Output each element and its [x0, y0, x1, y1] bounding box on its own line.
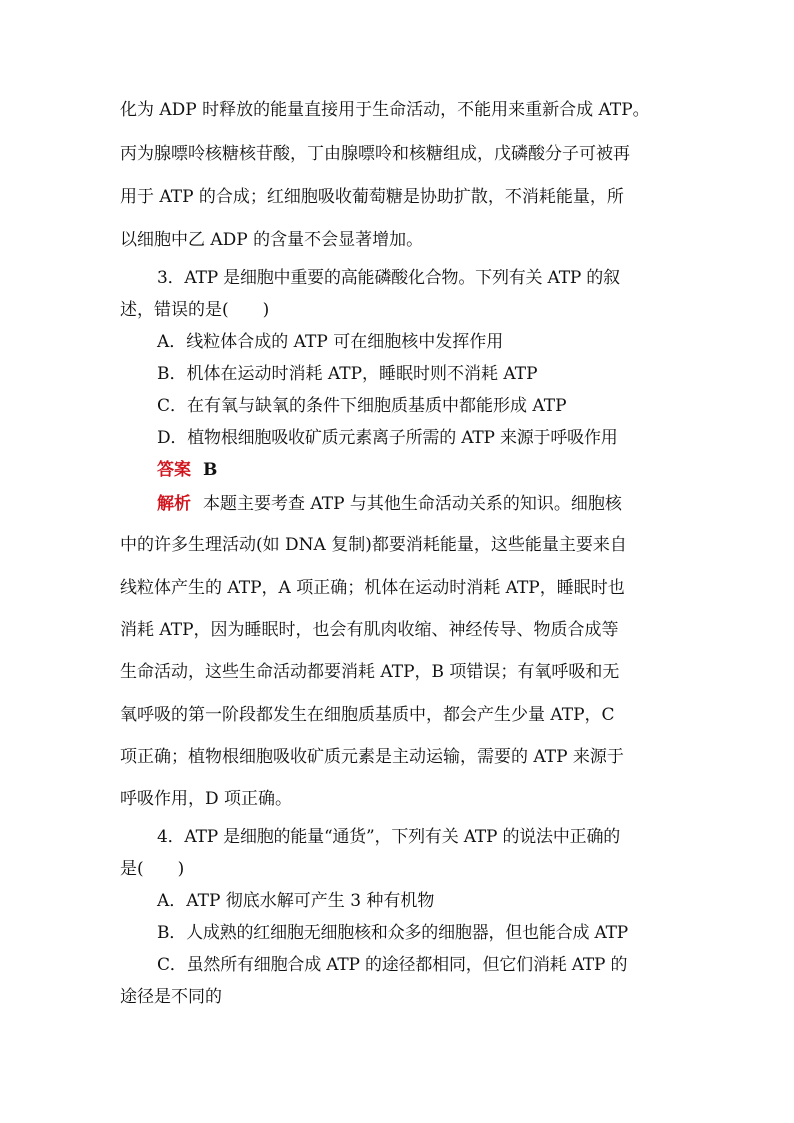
analysis-text: 本题主要考查 ATP 与其他生命活动关系的知识。细胞核 — [203, 494, 622, 514]
analysis-line: 消耗 ATP，因为睡眠时，也会有肌肉收缩、神经传导、物质合成等 — [120, 620, 619, 640]
analysis-label: 解析 — [157, 494, 191, 514]
question-3-stem-cont: 述，错误的是( ) — [120, 300, 270, 320]
analysis-line: 氧呼吸的第一阶段都发生在细胞质基质中，都会产生少量 ATP，C — [120, 705, 615, 725]
answer-label: 答案 — [157, 460, 191, 480]
analysis-line: 线粒体产生的 ATP，A 项正确；机体在运动时消耗 ATP，睡眠时也 — [120, 578, 625, 598]
question-4-option-a: A．ATP 彻底水解可产生 3 种有机物 — [157, 891, 435, 911]
question-4-stem: 4．ATP 是细胞的能量“通货”，下列有关 ATP 的说法中正确的 — [157, 827, 621, 847]
question-4-option-b: B．人成熟的红细胞无细胞核和众多的细胞器，但也能合成 ATP — [157, 923, 629, 943]
question-4-option-c: C．虽然所有细胞合成 ATP 的途径都相同，但它们消耗 ATP 的 — [157, 955, 628, 975]
analysis-first-line — [157, 492, 717, 516]
question-3-option-c: C．在有氧与缺氧的条件下细胞质基质中都能形成 ATP — [157, 396, 567, 416]
question-3-option-a: A．线粒体合成的 ATP 可在细胞核中发挥作用 — [157, 332, 504, 352]
explanation-line: 用于 ATP 的合成；红细胞吸收葡萄糖是协助扩散，不消耗能量，所 — [120, 187, 624, 207]
explanation-line: 丙为腺嘌呤核糖核苷酸，丁由腺嘌呤和核糖组成，戊磷酸分子可被再 — [120, 144, 630, 164]
question-3-stem: 3．ATP 是细胞中重要的高能磷酸化合物。下列有关 ATP 的叙 — [157, 268, 620, 288]
explanation-line: 化为 ADP 时释放的能量直接用于生命活动，不能用来重新合成 ATP。 — [120, 100, 650, 120]
explanation-line: 以细胞中乙 ADP 的含量不会显著增加。 — [120, 230, 424, 250]
question-4-option-c-cont: 途径是不同的 — [120, 987, 222, 1007]
answer-row — [157, 458, 717, 482]
question-4-stem-cont: 是( ) — [120, 859, 185, 879]
analysis-line: 中的许多生理活动(如 DNA 复制)都要消耗能量，这些能量主要来自 — [120, 535, 627, 555]
analysis-line: 项正确；植物根细胞吸收矿质元素是主动运输，需要的 ATP 来源于 — [120, 747, 624, 767]
analysis-line: 呼吸作用，D 项正确。 — [120, 789, 293, 809]
question-3-option-b: B．机体在运动时消耗 ATP，睡眠时则不消耗 ATP — [157, 364, 538, 384]
answer-value: B — [203, 460, 218, 480]
analysis-line: 生命活动，这些生命活动都要消耗 ATP，B 项错误；有氧呼吸和无 — [120, 662, 620, 682]
question-3-option-d: D．植物根细胞吸收矿质元素离子所需的 ATP 来源于呼吸作用 — [157, 428, 618, 448]
